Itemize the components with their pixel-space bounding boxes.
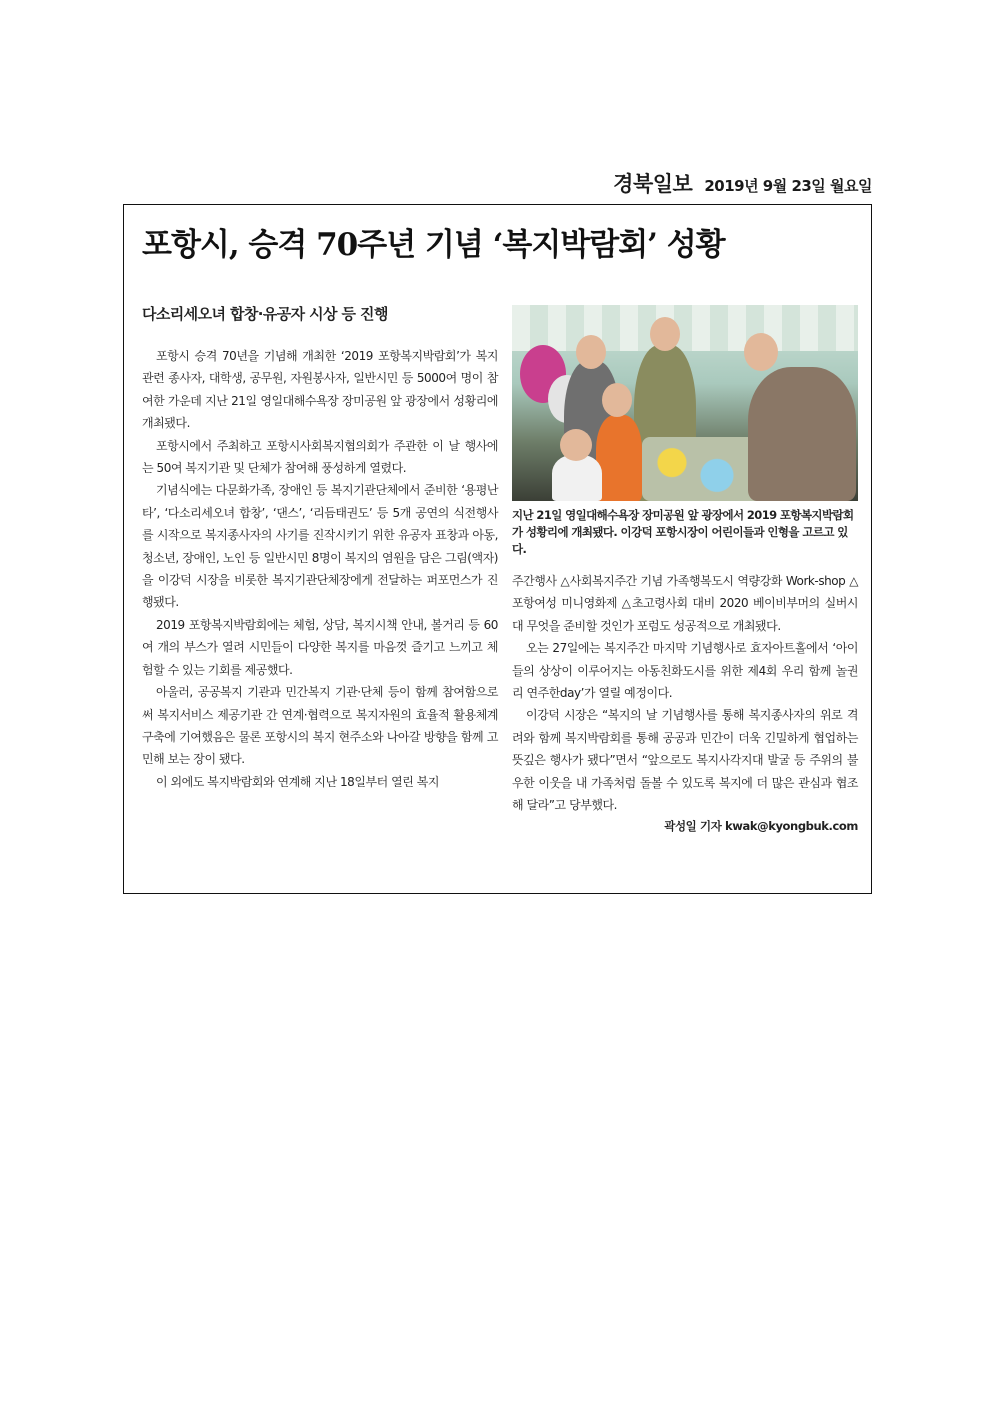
article-left-column [142,345,498,793]
article-paragraph: 2019 포항복지박람회에는 체험, 상담, 복지시책 안내, 볼거리 등 60여 개의 부스가 열려 시민들이 다양한 복지를 마음껏 즐기고 느끼고 체험할 수 있는 기회를 제공했다. [142,617,498,677]
person [552,455,602,501]
article-paragraph: 오는 27일에는 복지주간 마지막 기념행사로 효자아트홀에서 ‘아이들의 상상이 이루어지는 아동친화도시를 위한 제4회 우리 함께 놀권리 연주한day’가 열릴 예정이다. [512,641,858,701]
article-paragraph: 주간행사 △사회복지주간 기념 가족행복도시 역량강화 Work-shop △포항여성 미니영화제 △초고령사회 대비 2020 베이비부머의 실버시대 무엇을 준비할 것인가 포럼도 성공적으로 개최됐다. [512,574,858,633]
article-subhead: 다소리세오녀 합창·유공자 시상 등 진행 [142,305,388,323]
article-clipping [123,204,872,894]
masthead [520,168,872,196]
person-head [650,317,680,351]
person-head [602,383,632,417]
article-byline: 곽성일 기자 kwak@kyongbuk.com [664,819,858,834]
person-head [576,335,606,369]
person [748,367,856,501]
photo-caption: 지난 21일 영일대해수욕장 장미공원 앞 광장에서 2019 포항복지박람회가 성황리에 개최됐다. 이강덕 포항시장이 어린이들과 인형을 고르고 있다. [512,508,854,556]
publication-date: 2019년 9월 23일 월요일 [704,177,872,195]
article-photo [512,305,858,501]
article-headline: 포항시, 승격 70주년 기념 ‘복지박람회’ 성황 [142,227,725,263]
person-head [744,333,778,371]
person-head [560,429,592,461]
article-paragraph: 아울러, 공공복지 기관과 민간복지 기관·단체 등이 함께 참여함으로써 복지서비스 제공기관 간 연계·협력으로 복지자원의 효율적 활용체계 구축에 기여했음은 물론 포항시의 복지 현주소와 나아갈 방향을 함께 고민해 보는 장이 됐다. [142,685,498,767]
newspaper-name: 경북일보 [613,171,693,196]
article-right-column [512,305,858,834]
tent-canopy [512,305,858,351]
article-paragraph: 기념식에는 다문화가족, 장애인 등 복지기관단체에서 준비한 ‘용평난타’, ‘다소리세오녀 합창’, ‘댄스’, ‘리듬태권도’ 등 5개 공연의 식전행사를 시작으로 복지종사자의 사기를 진작시키기 위한 유공자 표창과 아동, 청소년, 장애인, 노인 등 일반시민 8명이 복지의 염원을 담은 그림(액자)을 이강덕 시장을 비롯한 복지기관단체장에게 전달하는 퍼포먼스가 진행됐다. [142,483,498,610]
article-paragraph: 이강덕 시장은 “복지의 날 기념행사를 통해 복지종사자의 위로 격려와 함께 복지박람회를 통해 공공과 민간이 더욱 긴밀하게 협업하는 뜻깊은 행사가 됐다”면서 “앞으로도 복지사각지대 발굴 등 주위의 불우한 이웃을 내 가족처럼 돌볼 수 있도록 복지에 더 많은 관심과 협조해 달라”고 당부했다. [512,708,858,813]
article-paragraph: 이 외에도 복지박람회와 연계해 지난 18일부터 열린 복지 [156,774,440,789]
article-paragraph: 포항시에서 주최하고 포항시사회복지협의회가 주관한 이 날 행사에는 50여 복지기관 및 단체가 참여해 풍성하게 열렸다. [142,438,498,476]
article-paragraph: 포항시 승격 70년을 기념해 개최한 ‘2019 포항복지박람회’가 복지 관련 종사자, 대학생, 공무원, 자원봉사자, 일반시민 등 5000여 명이 참여한 가운데 지난 21일 영일대해수욕장 장미공원 앞 광장에서 성황리에 개최됐다. [142,349,498,431]
person [596,415,642,501]
